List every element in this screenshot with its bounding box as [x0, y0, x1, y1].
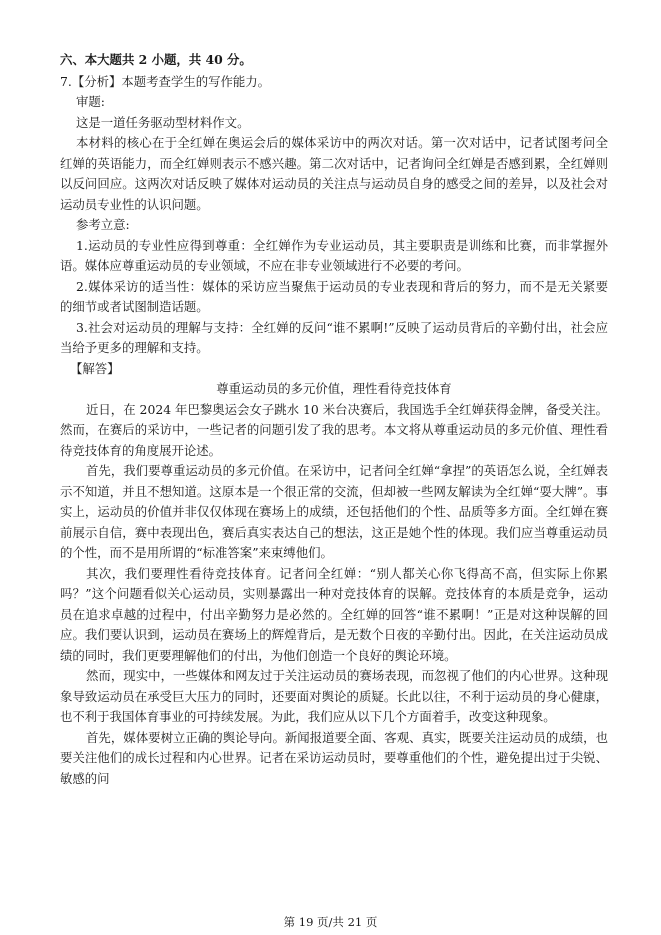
essay-title: 尊重运动员的多元价值，理性看待竞技体育: [216, 381, 452, 396]
section-heading: 六、本大题共 2 小题，共 40 分。: [60, 52, 252, 67]
essay-paragraph: 其次，我们要理性看待竞技体育。记者问全红婵：“别人都关心你飞得高不高，但实际上你累吗？”这个问题看似关心运动员，实则暴露出一种对竞技体育的误解。竞技体育的本质是竞争，运动员在追求卓越的过程中，付出辛勤努力是必然的。全红婵的回答“谁不累啊！”正是对这种误解的回应。我们要认识到，运动员在赛场上的辉煌背后，是无数个日夜的辛勤付出。因此，在关注运动员成绩的同时，我们更要理解他们的付出，为他们创造一个良好的舆论环境。: [60, 565, 608, 663]
essay-paragraph: 首先，我们要尊重运动员的多元价值。在采访中，记者问全红婵“拿捏”的英语怎么说，全红婵表示不知道，并且不想知道。这原本是一个很正常的交流，但却被一些网友解读为全红婵“耍大牌”。事实上，运动员的价值并非仅仅体现在赛场上的成绩，还包括他们的个性、品质等多方面。全红婵在赛前展示自信，赛中表现出色，赛后真实表达自己的想法，这正是她个性的体现。我们应当尊重运动员的个性，而不是用所谓的“标准答案”来束缚他们。: [60, 463, 608, 560]
essay-paragraph: 近日，在 2024 年巴黎奥运会女子跳水 10 米台决赛后，我国选手全红婵获得金牌，备受关注。然而，在赛后的采访中，一些记者的问题引发了我的思考。本文将从尊重运动员的多元价值、理性看待竞技体育的角度展开论述。: [60, 401, 608, 458]
idea-item: 3.社会对运动员的理解与支持：全红婵的反问“谁不累啊!”反映了运动员背后的辛勤付出，社会应当给予更多的理解和支持。: [60, 319, 608, 355]
page-footer: 第 19 页/共 21 页: [283, 915, 378, 929]
essay-paragraph: 首先，媒体要树立正确的舆论导向。新闻报道要全面、客观、真实，既要关注运动员的成绩，也要关注他们的成长过程和内心世界。记者在采访运动员时，要尊重他们的个性，避免提出过于尖锐、敏感的问: [60, 729, 608, 786]
essay-paragraph: 然而，现实中，一些媒体和网友过于关注运动员的赛场表现，而忽视了他们的内心世界。这种现象导致运动员在承受巨大压力的同时，还要面对舆论的质疑。长此以往，不利于运动员的身心健康，也不利于我国体育事业的可持续发展。为此，我们应从以下几个方面着手，改变这种现象。: [60, 668, 608, 724]
shenti-label: 审题:: [76, 94, 105, 109]
ideas-label: 参考立意:: [76, 217, 130, 232]
idea-item: 2.媒体采访的适当性：媒体的采访应当聚焦于运动员的专业表现和背后的努力，而不是无关紧要的细节或者试图制造话题。: [60, 278, 608, 314]
analysis-core: 本材料的核心在于全红婵在奥运会后的媒体采访中的两次对话。第一次对话中，记者试图考问全红婵的英语能力，而全红婵则表示不感兴趣。第二次对话中，记者询问全红婵是否感到累，全红婵则以反问回应。这两次对话反映了媒体对运动员的关注点与运动员自身的感受之间的差异，以及社会对运动员专业性的认识问题。: [60, 135, 608, 212]
answer-label: 【解答】: [70, 360, 120, 376]
analysis-intro: 这是一道任务驱动型材料作文。: [76, 114, 250, 130]
idea-item: 1.运动员的专业性应得到尊重：全红婵作为专业运动员，其主要职责是训练和比赛，而非掌握外语。媒体应尊重运动员的专业领域，不应在非专业领域进行不必要的考问。: [60, 237, 608, 273]
question-label: 7.【分析】本题考查学生的写作能力。: [60, 73, 271, 89]
page-content: [60, 50, 608, 789]
